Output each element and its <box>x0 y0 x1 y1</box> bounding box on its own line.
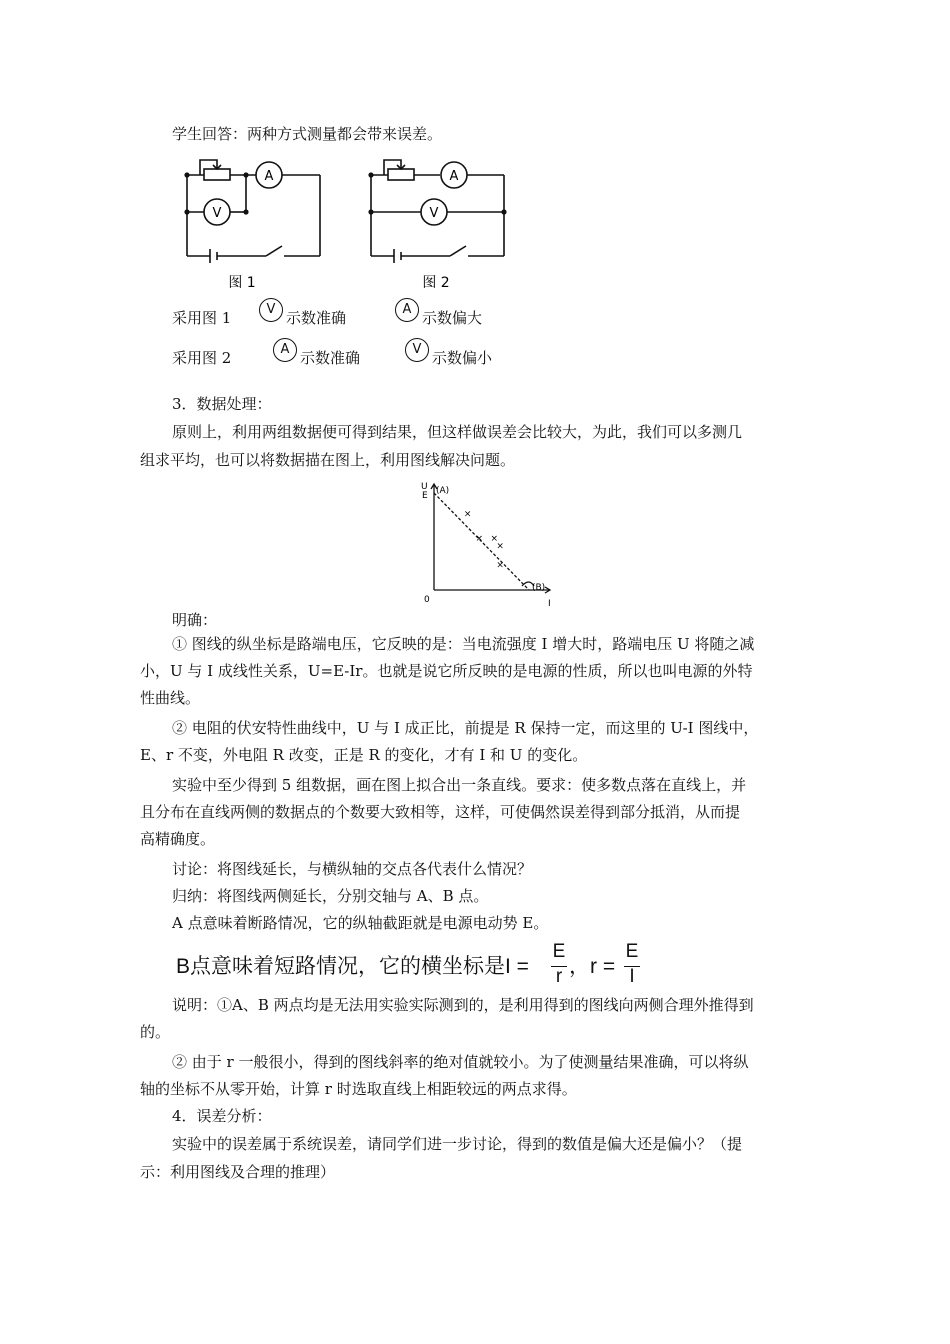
circuit-figure-2 <box>364 155 514 295</box>
student-answer: 学生回答：两种方式测量都会带来误差。 <box>172 125 443 143</box>
paragraph-line: 小，U 与 I 成线性关系，U=E-Ir。也就是说它所反映的是电源的性质，所以也叫电源的外特 <box>140 662 753 680</box>
fraction-denominator: I <box>629 966 635 987</box>
note-line: 轴的坐标不从零开始，计算 r 时选取直线上相距较远的两点求得。 <box>140 1080 577 1098</box>
point-a-line: A 点意味着断路情况，它的纵轴截距就是电源电动势 E。 <box>172 914 549 932</box>
voltmeter-symbol: V <box>405 338 429 362</box>
note-line: 说明：①A、B 两点均是无法用实验实际测到的，是利用得到的图线向两侧合理外推得到 <box>172 996 754 1014</box>
b-label: (B) <box>532 583 546 593</box>
e-label: E <box>422 491 428 501</box>
x-axis-label: I <box>548 599 551 609</box>
paragraph-line: ② 电阻的伏安特性曲线中，U 与 I 成正比，前提是 R 保持一定，而这里的 U-I 图线中， <box>172 719 759 737</box>
paragraph-line: 且分布在直线两侧的数据点的个数要大致相等，这样，可使偶然误差得到部分抵消，从而提 <box>140 803 741 821</box>
circuit-figure-1 <box>180 155 330 295</box>
section-heading-3: 3．数据处理： <box>172 395 272 413</box>
data-point-1: × <box>463 509 472 520</box>
data-point-5: × <box>496 560 504 571</box>
paragraph-line: ① 图线的纵坐标是路端电压，它反映的是：当电流强度 I 增大时，路端电压 U 将随之减 <box>172 635 755 653</box>
paragraph-line: 高精确度。 <box>140 830 216 848</box>
note-line: 的。 <box>140 1023 171 1041</box>
ammeter-label: A <box>264 169 274 184</box>
paragraph-line: E、r 不变，外电阻 R 改变，正是 R 的变化，才有 I 和 U 的变化。 <box>140 746 588 764</box>
note-line: ② 由于 r 一般很小，得到的图线斜率的绝对值就较小。为了使测量结果准确，可以将纵 <box>172 1053 749 1071</box>
paragraph-line: 性曲线。 <box>140 689 201 707</box>
row1-text1: 示数准确 <box>286 309 347 327</box>
ammeter-label: A <box>449 169 459 184</box>
origin-label: 0 <box>424 595 430 605</box>
u-i-graph <box>418 478 568 610</box>
fraction-numerator: E <box>625 941 639 962</box>
paragraph-line: 实验中至少得到 5 组数据，画在图上拟合出一条直线。要求：使多数点落在直线上，并 <box>172 776 747 794</box>
conclusion-line: 归纳：将图线两侧延长，分别交轴与 A、B 点。 <box>172 887 489 905</box>
data-point-3: × <box>490 534 499 545</box>
fraction-denominator: r <box>555 966 563 987</box>
a-label: (A) <box>436 486 450 496</box>
ammeter-symbol: A <box>273 338 297 362</box>
voltmeter-label: V <box>429 206 439 221</box>
paragraph-line: 组求平均，也可以将数据描在图上，利用图线解决问题。 <box>140 451 516 469</box>
figure-caption-2: 图 2 <box>422 275 450 291</box>
paragraph-line: 实验中的误差属于系统误差，请同学们进一步讨论，得到的数值是偏大还是偏小？（提 <box>172 1135 743 1153</box>
paragraph-line: 原则上，利用两组数据便可得到结果，但这样做误差会比较大，为此，我们可以多测几 <box>172 423 743 441</box>
figure-caption-1: 图 1 <box>228 275 256 291</box>
paragraph-line: 示：利用图线及合理的推理） <box>140 1163 336 1181</box>
point-b-text: B点意味着短路情况，它的横坐标是I = <box>176 955 529 978</box>
data-point-2: × <box>475 534 484 545</box>
row1-lead: 采用图 1 <box>172 309 232 327</box>
y-axis-label: U <box>421 482 428 492</box>
data-point-4: × <box>496 541 504 552</box>
formula-separator: ，r = <box>569 955 616 978</box>
voltmeter-label: V <box>212 206 222 221</box>
row2-text2: 示数偏小 <box>432 349 493 367</box>
row2-lead: 采用图 2 <box>172 349 232 367</box>
fraction-numerator: E <box>552 941 566 962</box>
row2-text1: 示数准确 <box>300 349 361 367</box>
ammeter-symbol: A <box>395 298 419 322</box>
voltmeter-symbol: V <box>259 298 283 322</box>
clarify-heading: 明确： <box>172 611 218 629</box>
section-heading-4: 4．误差分析： <box>172 1107 272 1125</box>
row1-text2: 示数偏大 <box>422 309 483 327</box>
discussion-line: 讨论：将图线延长，与横纵轴的交点各代表什么情况？ <box>172 860 533 878</box>
